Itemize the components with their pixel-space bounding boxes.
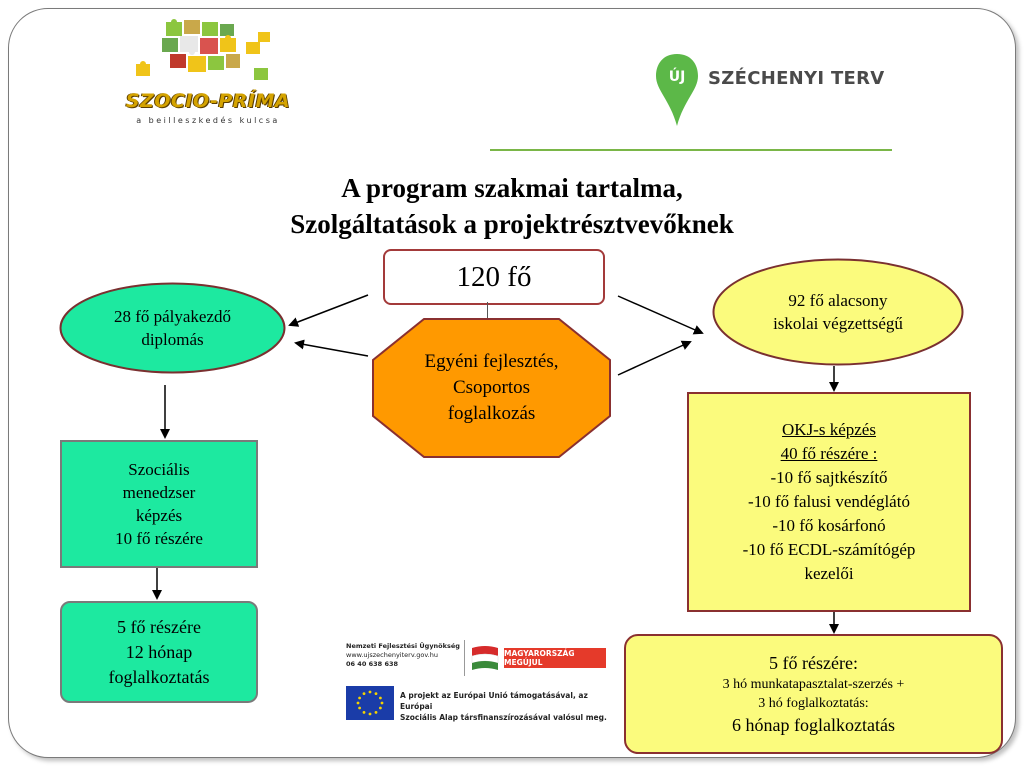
okj-heading: OKJ-s képzés [782, 420, 876, 439]
szechenyi-badge-text: ÚJ [668, 69, 686, 85]
octagon-line-1: Egyéni fejlesztés, [424, 351, 559, 372]
okj-subheading: 40 fő részére : [780, 444, 878, 463]
right-employment-line-4: 6 hónap foglalkoztatás [732, 715, 895, 735]
total-participants-box [383, 249, 605, 305]
magyarorszag-megujul-banner: MAGYARORSZÁG MEGÚJUL [504, 648, 606, 668]
agency-name: Nemzeti Fejlesztési Ügynökség [346, 642, 460, 650]
okj-item-5: kezelői [804, 564, 854, 583]
right-employment-line-2: 3 hó munkatapasztalat-szerzés + [722, 677, 905, 692]
training-line-1: Szociális [128, 460, 190, 479]
eu-flag-icon [346, 686, 394, 720]
arrow-to-left-ellipse-top [290, 295, 368, 325]
funding-logos [336, 628, 616, 736]
agency-url: www.ujszechenyiterv.gov.hu [346, 651, 438, 659]
okj-training-box [687, 392, 971, 612]
right-employment-line-1: 5 fő részére: [769, 653, 858, 673]
octagon-line-2: Csoportos [452, 377, 531, 398]
eu-funding-line-2: Szociális Alap társfinanszírozásával valósul meg. [400, 713, 607, 722]
low-education-line-1: 92 fő alacsony [788, 291, 888, 310]
left-employment-line-3: foglalkoztatás [108, 666, 210, 687]
szechenyi-terv-wordmark: SZÉCHENYI TERV [708, 68, 885, 89]
okj-item-4: -10 fő ECDL-számítógép [742, 540, 916, 559]
logo-divider [464, 640, 465, 676]
low-education-line-2: iskolai végzettségű [773, 314, 903, 333]
graduates-line-2: diplomás [141, 330, 204, 349]
arrow-to-right-ellipse-top [618, 296, 702, 333]
octagon-line-3: foglalkozás [447, 403, 536, 424]
arrow-to-right-ellipse-bottom [618, 342, 690, 375]
okj-item-2: -10 fő falusi vendéglátó [748, 492, 910, 511]
eu-funding-line-1: A projekt az Európai Unió támogatásával, az Európai [400, 691, 588, 711]
title-line-1: A program szakmai tartalma, [341, 173, 683, 203]
left-employment-line-1: 5 fő részére [117, 616, 201, 637]
training-line-4: 10 fő részére [115, 529, 203, 548]
szocio-prima-wordmark: SZOCIO-PRÍMA [125, 90, 291, 112]
low-education-ellipse [712, 258, 964, 366]
eu-funding-text [400, 690, 614, 723]
right-employment-line-3: 3 hó foglalkoztatás: [758, 696, 869, 711]
okj-item-3: -10 fő kosárfonó [772, 516, 886, 535]
training-line-2: menedzser [122, 483, 196, 502]
hungarian-flag-icon [470, 644, 500, 674]
graduates-ellipse [59, 282, 286, 374]
agency-block [346, 642, 464, 669]
social-manager-training-box [60, 440, 258, 568]
total-participants-label: 120 fő [456, 260, 532, 293]
agency-phone: 06 40 638 638 [346, 660, 399, 668]
right-employment-box [624, 634, 1003, 754]
left-employment-line-2: 12 hónap [125, 641, 193, 662]
graduates-line-1: 28 fő pályakezdő [113, 307, 232, 326]
services-octagon [372, 318, 611, 458]
training-line-3: képzés [135, 506, 183, 525]
title-line-2: Szolgáltatások a projektrésztvevőknek [290, 209, 734, 239]
arrow-to-left-ellipse-bottom [296, 343, 368, 356]
left-employment-box [60, 601, 258, 703]
szocio-prima-tagline: a beilleszkedés kulcsa [136, 116, 280, 125]
okj-item-1: -10 fő sajtkészítő [770, 468, 888, 487]
